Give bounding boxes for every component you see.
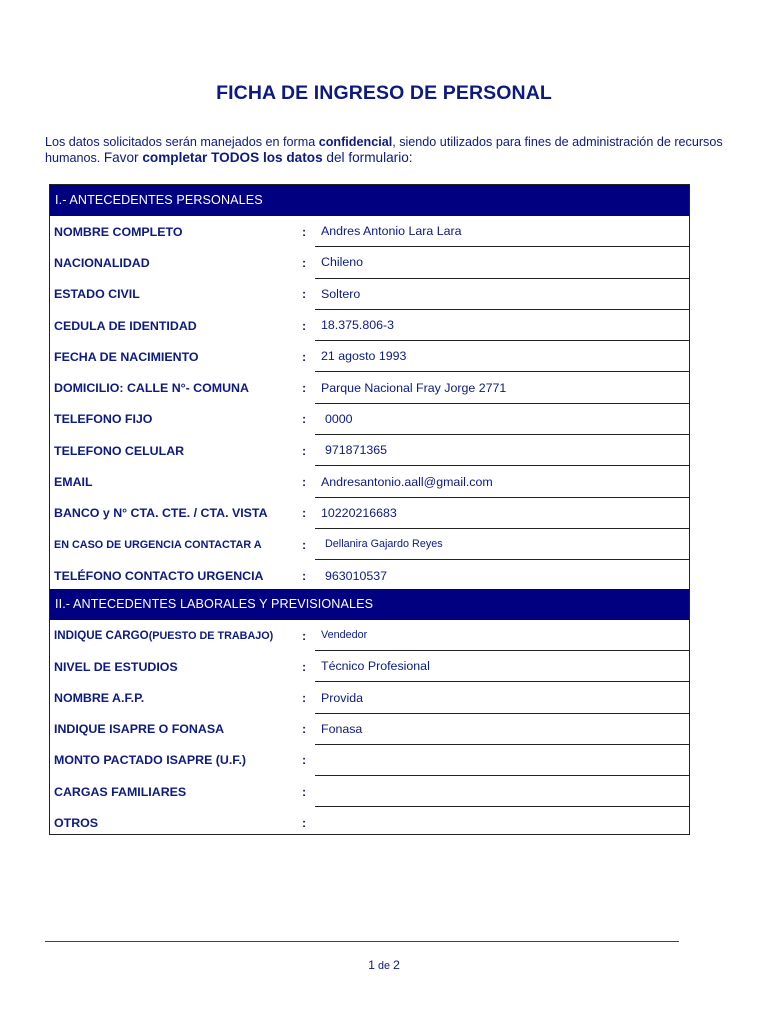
label-job-position-b: (PUESTO DE TRABAJO) <box>148 629 274 642</box>
label-landline: TELEFONO FIJO <box>54 412 153 427</box>
label-job-position-a: INDIQUE CARGO <box>54 629 149 643</box>
page-of: de <box>374 960 393 972</box>
colon: : <box>302 349 307 364</box>
row-landline <box>50 404 689 435</box>
label-cellphone: TELEFONO CELULAR <box>54 443 185 458</box>
label-birth-date: FECHA DE NACIMIENTO <box>54 349 199 364</box>
row-address <box>50 373 689 404</box>
colon: : <box>302 255 307 270</box>
value-birth-date: 21 agosto 1993 <box>321 349 407 364</box>
field-address[interactable] <box>315 373 689 404</box>
intro-line2-a: humanos. <box>45 151 104 165</box>
field-full-name[interactable] <box>315 216 689 247</box>
intro-confidential: confidencial <box>318 135 393 149</box>
value-id-number: 18.375.806-3 <box>321 318 395 333</box>
intro-line1-a: Los datos solicitados serán manejados en forma <box>45 135 319 149</box>
colon: : <box>302 722 307 737</box>
colon: : <box>302 287 307 302</box>
value-emergency-phone: 963010537 <box>325 568 388 583</box>
field-others[interactable] <box>315 807 689 838</box>
label-emergency-phone: TELÉFONO CONTACTO URGENCIA <box>54 568 264 583</box>
field-nationality[interactable] <box>315 247 689 278</box>
colon: : <box>302 815 307 830</box>
label-afp: NOMBRE A.F.P. <box>54 691 145 706</box>
field-education[interactable] <box>315 651 689 682</box>
label-job-position <box>54 620 273 651</box>
row-family-dependents <box>50 776 689 807</box>
label-nationality: NACIONALIDAD <box>54 255 150 270</box>
row-birth-date <box>50 341 689 372</box>
field-family-dependents[interactable] <box>315 776 689 807</box>
value-education: Técnico Profesional <box>321 659 430 674</box>
row-emergency-phone <box>50 560 689 591</box>
row-afp <box>50 682 689 713</box>
value-civil-status: Soltero <box>321 286 361 301</box>
value-job-position: Vendedor <box>321 629 368 642</box>
label-email: EMAIL <box>54 475 93 490</box>
colon: : <box>302 628 307 643</box>
label-id-number: CEDULA DE IDENTIDAD <box>54 318 197 333</box>
field-health-insurance[interactable] <box>315 714 689 745</box>
row-emergency-contact <box>50 529 689 560</box>
value-bank-account: 10220216683 <box>321 505 397 520</box>
row-bank-account <box>50 498 689 529</box>
value-full-name: Andres Antonio Lara Lara <box>321 224 462 239</box>
row-cellphone <box>50 435 689 466</box>
label-others: OTROS <box>54 815 99 830</box>
label-emergency-contact: EN CASO DE URGENCIA CONTACTAR A <box>54 538 262 551</box>
row-job-position <box>50 620 689 651</box>
value-landline: 0000 <box>325 411 353 426</box>
field-landline[interactable] <box>315 404 689 435</box>
row-id-number <box>50 310 689 341</box>
field-birth-date[interactable] <box>315 341 689 372</box>
intro-line2-d: del formulario: <box>322 150 413 165</box>
page-number <box>0 958 768 972</box>
label-family-dependents: CARGAS FAMILIARES <box>54 784 187 799</box>
intro-text <box>45 134 735 166</box>
field-bank-account[interactable] <box>315 498 689 529</box>
form-title: FICHA DE INGRESO DE PERSONAL <box>216 82 552 104</box>
page-current: 1 <box>368 958 375 972</box>
field-civil-status[interactable] <box>315 279 689 310</box>
intro-complete-all: completar TODOS los datos <box>142 150 323 165</box>
field-cellphone[interactable] <box>315 435 689 466</box>
section-personal-header: I.- ANTECEDENTES PERSONALES <box>50 185 689 216</box>
colon: : <box>302 475 307 490</box>
row-full-name <box>50 216 689 247</box>
colon: : <box>302 659 307 674</box>
row-education <box>50 651 689 682</box>
label-bank-account: BANCO y N° CTA. CTE. / CTA. VISTA <box>54 506 268 521</box>
field-emergency-contact[interactable] <box>315 529 689 560</box>
colon: : <box>302 224 307 239</box>
field-isapre-amount[interactable] <box>315 745 689 776</box>
field-id-number[interactable] <box>315 310 689 341</box>
label-full-name: NOMBRE COMPLETO <box>54 224 183 239</box>
colon: : <box>302 443 307 458</box>
label-civil-status: ESTADO CIVIL <box>54 287 140 302</box>
field-emergency-phone[interactable] <box>315 560 689 591</box>
colon: : <box>302 381 307 396</box>
label-address: DOMICILIO: CALLE N°- COMUNA <box>54 381 249 396</box>
colon: : <box>302 412 307 427</box>
colon: : <box>302 753 307 768</box>
value-nationality: Chileno <box>321 255 364 270</box>
value-email: Andresantonio.aall@gmail.com <box>321 474 493 489</box>
row-others <box>50 807 689 838</box>
value-cellphone: 971871365 <box>325 443 388 458</box>
value-emergency-contact: Dellanira Gajardo Reyes <box>325 538 443 551</box>
footer-divider <box>45 941 679 942</box>
field-email[interactable] <box>315 466 689 497</box>
personnel-form <box>49 184 690 835</box>
row-isapre-amount <box>50 745 689 776</box>
intro-line1-c: , siendo utilizados para fines de administración de recursos <box>392 135 723 149</box>
colon: : <box>302 691 307 706</box>
label-education: NIVEL DE ESTUDIOS <box>54 659 178 674</box>
field-afp[interactable] <box>315 682 689 713</box>
value-address: Parque Nacional Fray Jorge 2771 <box>321 380 507 395</box>
field-job-position[interactable] <box>315 620 689 651</box>
row-nationality <box>50 247 689 278</box>
intro-favor: Favor <box>103 150 143 165</box>
colon: : <box>302 318 307 333</box>
row-health-insurance <box>50 714 689 745</box>
colon: : <box>302 506 307 521</box>
page-total: 2 <box>393 958 400 972</box>
colon: : <box>302 568 307 583</box>
label-isapre-amount: MONTO PACTADO ISAPRE (U.F.) <box>54 753 247 768</box>
section-labor-header: II.- ANTECEDENTES LABORALES Y PREVISIONALES <box>50 589 689 620</box>
colon: : <box>302 784 307 799</box>
value-afp: Provida <box>321 690 364 705</box>
row-email <box>50 466 689 497</box>
row-civil-status <box>50 279 689 310</box>
value-health-insurance: Fonasa <box>321 721 363 736</box>
label-health-insurance: INDIQUE ISAPRE O FONASA <box>54 722 225 737</box>
colon: : <box>302 537 307 552</box>
